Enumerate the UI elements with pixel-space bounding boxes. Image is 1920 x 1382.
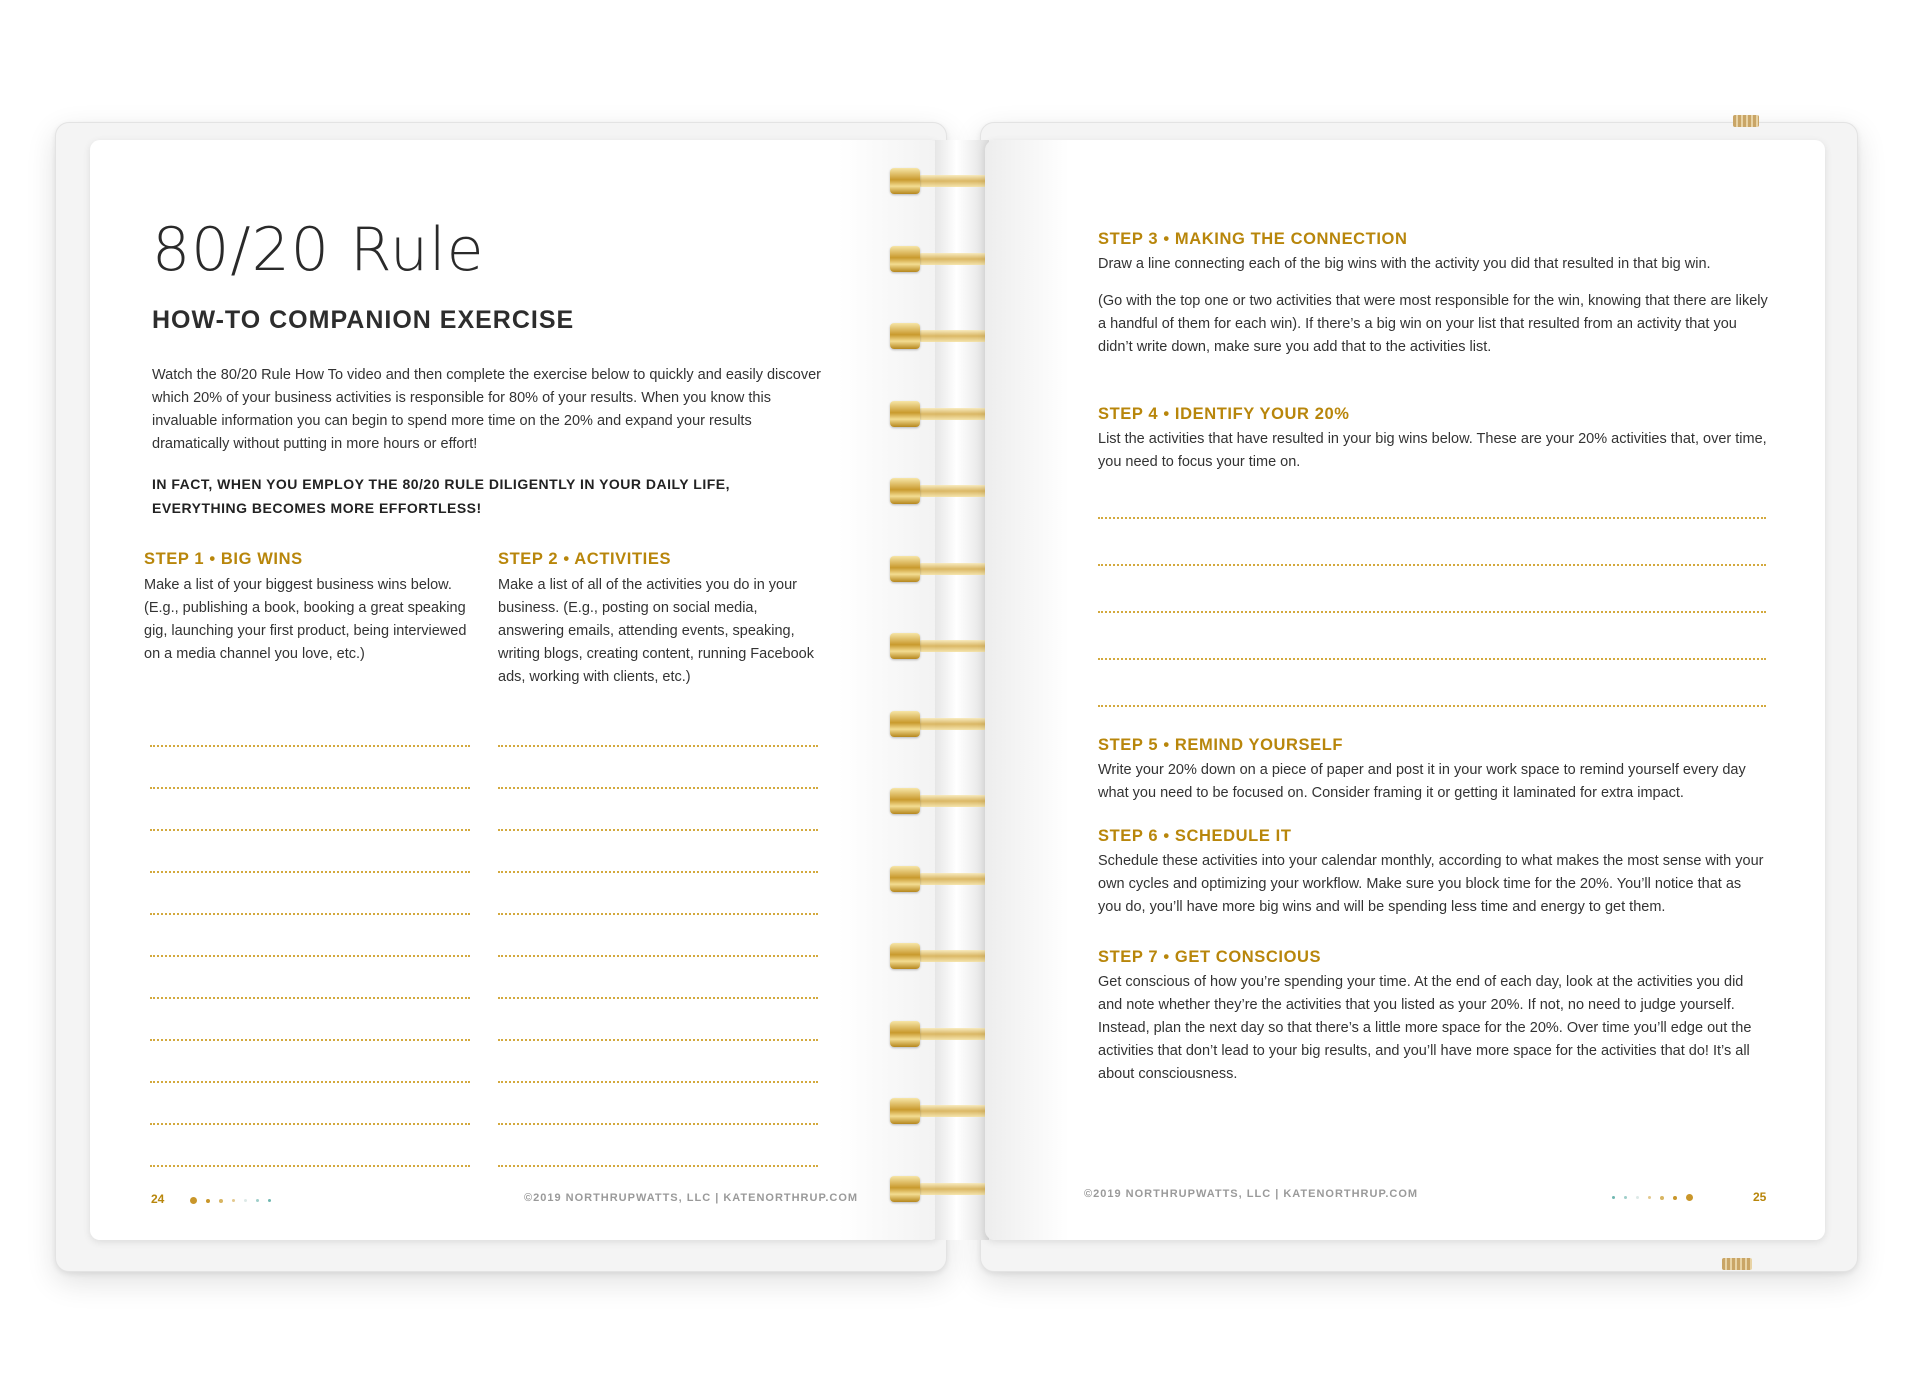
ribbon-bookmark-top — [1733, 115, 1759, 127]
step2-text: Make a list of all of the activities you do in your business. (E.g., posting on social media, answering emails, attending events, speaking, writing blogs, creating content, running Facebook ads, working with clients, etc.) — [498, 577, 814, 685]
spiral-spine — [935, 140, 989, 1240]
step6-heading: STEP 6 • SCHEDULE IT — [1098, 827, 1292, 845]
writing-line[interactable] — [498, 957, 818, 999]
writing-line[interactable] — [498, 1125, 818, 1167]
writing-line[interactable] — [150, 1125, 470, 1167]
page-number-right: 25 — [1753, 1190, 1767, 1204]
footer-copyright-left: ©2019 NORTHRUPWATTS, LLC | KATENORTHRUP.COM — [524, 1192, 859, 1204]
writing-line[interactable] — [150, 1041, 470, 1083]
step1-text: Make a list of your biggest business wins below. (E.g., publishing a book, booking a great speaking gig, launching your first product, being interviewed on a media channel you love, etc.) — [144, 577, 467, 662]
writing-line[interactable] — [150, 789, 470, 831]
writing-line[interactable] — [150, 747, 470, 789]
writing-line[interactable] — [150, 705, 470, 747]
step2-heading: STEP 2 • ACTIVITIES — [498, 550, 672, 568]
page-title: 80/20 Rule — [152, 215, 485, 285]
twenty-percent-writing-lines[interactable] — [1098, 472, 1766, 707]
writing-line[interactable] — [498, 831, 818, 873]
step6-text: Schedule these activities into your calendar monthly, according to what makes the most sense with your own cycles and optimizing your workflow. Make sure you block time for the 20%. You’ll notice that as you do, you’ll have more big wins and will be spending less time and energy to get them. — [1098, 853, 1764, 915]
writing-line[interactable] — [498, 999, 818, 1041]
step7-heading: STEP 7 • GET CONSCIOUS — [1098, 948, 1322, 966]
writing-line[interactable] — [498, 915, 818, 957]
writing-line[interactable] — [150, 873, 470, 915]
step3-text: Draw a line connecting each of the big wins with the activity you did that resulted in that big win. — [1098, 256, 1711, 272]
writing-line[interactable] — [498, 873, 818, 915]
writing-line[interactable] — [1098, 519, 1766, 566]
writing-line[interactable] — [498, 1083, 818, 1125]
step4-text: List the activities that have resulted in your big wins below. These are your 20% activities that, over time, you need to focus your time on. — [1098, 431, 1767, 470]
step5-heading: STEP 5 • REMIND YOURSELF — [1098, 736, 1344, 754]
step7-text: Get conscious of how you’re spending your time. At the end of each day, look at the activities you did and note whether they’re the activities that you listed as your 20%. If not, no need to judge yourself. Instead, plan the next day so that there’s a little more space for the 20%. Over time you’ll edge out the activities that don’t lead to your big results, and you’ll have more space for the activities that do! It’s all about consciousness. — [1098, 974, 1752, 1082]
writing-line[interactable] — [498, 747, 818, 789]
decorative-dots-left — [190, 1197, 271, 1204]
footer-copyright-right: ©2019 NORTHRUPWATTS, LLC | KATENORTHRUP.COM — [1084, 1188, 1419, 1200]
writing-line[interactable] — [1098, 566, 1766, 613]
intro-paragraph: Watch the 80/20 Rule How To video and then complete the exercise below to quickly and easily discover which 20% of your business activities is responsible for 80% of your results. When you know this invaluable information you can begin to spend more time on the 20% and expand your results dramatically without putting in more hours or effort! — [152, 367, 821, 452]
writing-line[interactable] — [150, 1083, 470, 1125]
step3-heading: STEP 3 • MAKING THE CONNECTION — [1098, 230, 1408, 248]
step3-text-detail: (Go with the top one or two activities that were most responsible for the win, knowing that there are likely a handful of them for each win). If there’s a big win on your list that resulted from an activity that you didn’t write down, make sure you add that to the activities list. — [1098, 293, 1768, 355]
writing-line[interactable] — [150, 957, 470, 999]
writing-line[interactable] — [150, 831, 470, 873]
writing-line[interactable] — [498, 1041, 818, 1083]
step1-heading: STEP 1 • BIG WINS — [144, 550, 303, 568]
writing-line[interactable] — [150, 999, 470, 1041]
writing-line[interactable] — [1098, 660, 1766, 707]
emphasis-statement: IN FACT, WHEN YOU EMPLOY THE 80/20 RULE DILIGENTLY IN YOUR DAILY LIFE, EVERYTHING BECOMES MORE EFFORTLESS! — [152, 476, 730, 516]
page-subtitle: HOW-TO COMPANION EXERCISE — [152, 306, 575, 334]
writing-line[interactable] — [498, 705, 818, 747]
writing-line[interactable] — [498, 789, 818, 831]
writing-line[interactable] — [150, 915, 470, 957]
activities-writing-lines[interactable] — [498, 705, 818, 1167]
ribbon-bookmark-bottom — [1722, 1258, 1752, 1270]
decorative-dots-right — [1612, 1194, 1693, 1201]
writing-line[interactable] — [1098, 613, 1766, 660]
writing-line[interactable] — [1098, 472, 1766, 519]
step5-text: Write your 20% down on a piece of paper and post it in your work space to remind yourself every day what you need to be focused on. Consider framing it or getting it laminated for extra impact. — [1098, 762, 1746, 801]
page-number-left: 24 — [151, 1192, 165, 1206]
step4-heading: STEP 4 • IDENTIFY YOUR 20% — [1098, 405, 1350, 423]
big-wins-writing-lines[interactable] — [150, 705, 470, 1167]
